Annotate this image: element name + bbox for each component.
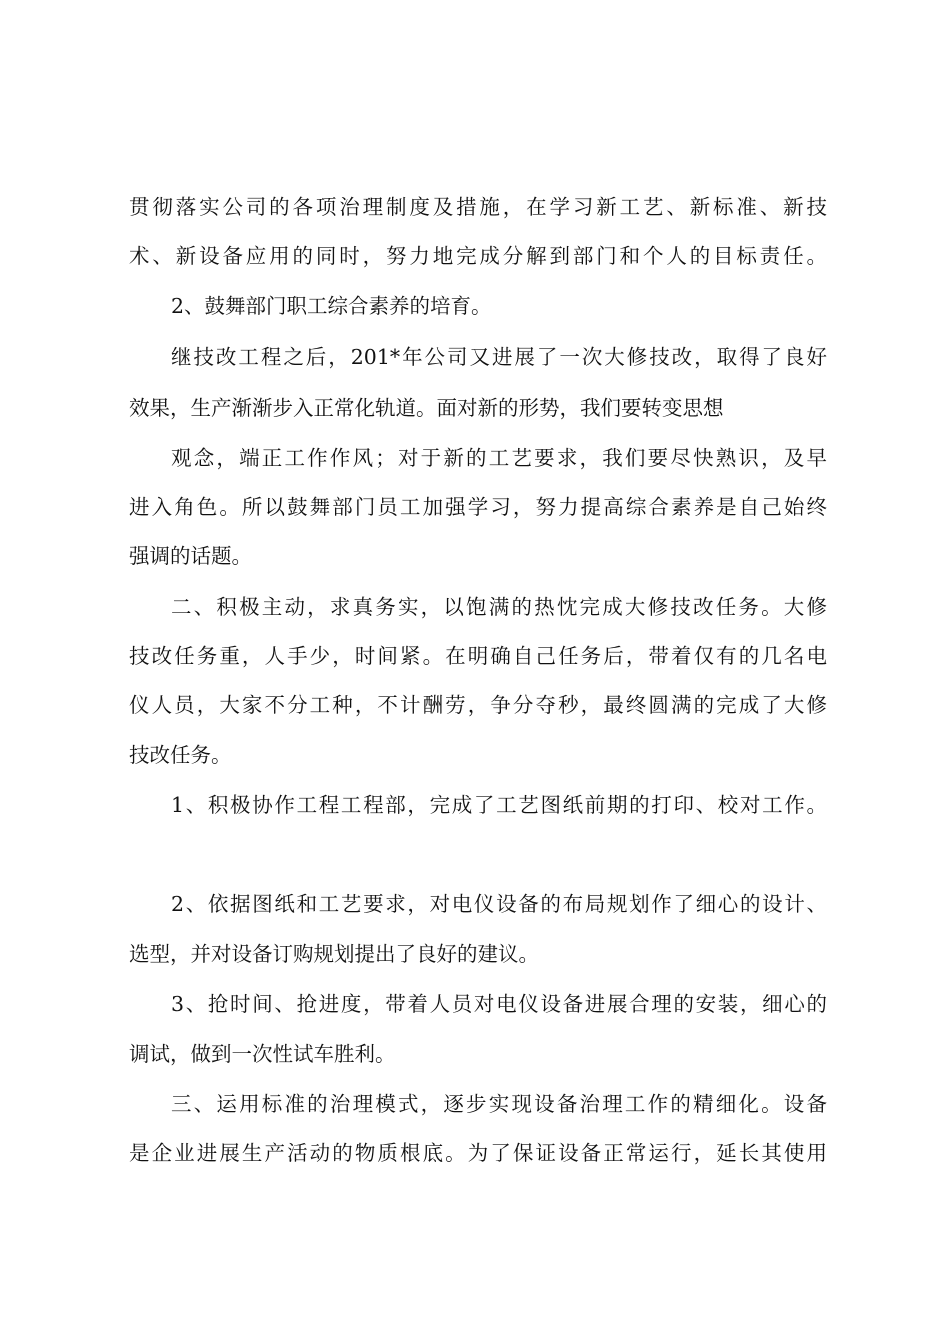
paragraph-line: 强调的话题。 [129,544,252,568]
section-heading: 2、鼓舞部门职工综合素养的培育。 [171,294,492,318]
paragraph-line: 继技改工程之后，201*年公司又进展了一次大修技改，取得了良好 [171,345,827,369]
paragraph-line: 是企业进展生产活动的物质根底。为了保证设备正常运行，延长其使用 [129,1141,827,1165]
list-item: 1、积极协作工程工程部，完成了工艺图纸前期的打印、校对工作。 [171,793,827,817]
paragraph-line: 贯彻落实公司的各项治理制度及措施，在学习新工艺、新标准、新技 [129,195,827,219]
paragraph-line: 选型，并对设备订购规划提出了良好的建议。 [129,942,539,966]
paragraph-line: 进入角色。所以鼓舞部门员工加强学习，努力提高综合素养是自己始终 [129,495,827,519]
paragraph-line: 调试，做到一次性试车胜利。 [129,1042,396,1066]
paragraph-line: 观念，端正工作作风；对于新的工艺要求，我们要尽快熟识，及早 [171,446,827,470]
paragraph-line: 效果，生产渐渐步入正常化轨道。面对新的形势，我们要转变思想 [129,396,724,420]
paragraph-line: 术、新设备应用的同时，努力地完成分解到部门和个人的目标责任。 [129,244,827,268]
section-heading: 二、积极主动，求真务实，以饱满的热忱完成大修技改任务。大修 [171,595,827,619]
paragraph-line: 仪人员，大家不分工种，不计酬劳，争分夺秒，最终圆满的完成了大修 [129,693,827,717]
list-item: 3、抢时间、抢进度，带着人员对电仪设备进展合理的安装，细心的 [171,992,827,1016]
section-heading: 三、运用标准的治理模式，逐步实现设备治理工作的精细化。设备 [171,1092,827,1116]
paragraph-line: 技改任务。 [129,743,232,767]
list-item: 2、依据图纸和工艺要求，对电仪设备的布局规划作了细心的设计、 [171,892,827,916]
paragraph-line: 技改任务重，人手少，时间紧。在明确自己任务后，带着仅有的几名电 [129,644,827,668]
